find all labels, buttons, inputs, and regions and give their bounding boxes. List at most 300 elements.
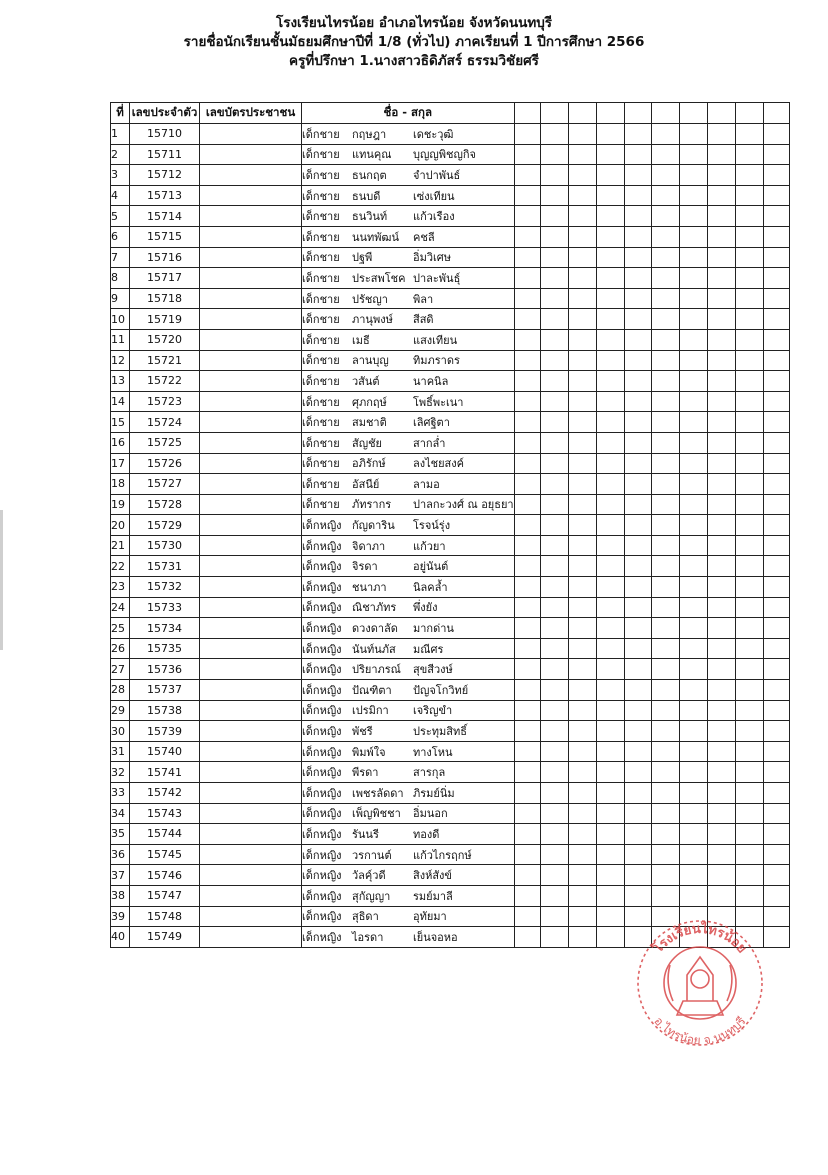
student-id: 15710 xyxy=(130,124,200,145)
blank-check-cell xyxy=(568,515,596,536)
blank-check-cell xyxy=(763,247,789,268)
blank-check-cell xyxy=(568,906,596,927)
student-id: 15744 xyxy=(130,824,200,845)
blank-check-cell xyxy=(624,824,651,845)
last-name: เดชะวุฒิ xyxy=(413,127,454,141)
student-full-name xyxy=(302,824,515,845)
student-id: 15714 xyxy=(130,206,200,227)
blank-check-cell xyxy=(679,206,707,227)
blank-check-cell xyxy=(763,577,789,598)
table-row xyxy=(111,803,790,824)
blank-check-cell xyxy=(540,741,568,762)
blank-check-cell xyxy=(651,741,679,762)
blank-check-cell xyxy=(540,453,568,474)
blank-check-cell xyxy=(707,577,735,598)
blank-check-cell xyxy=(540,927,568,948)
blank-check-cell xyxy=(596,144,624,165)
name-prefix: เด็กหญิง xyxy=(302,601,342,615)
blank-check-cell xyxy=(596,844,624,865)
national-id-cell xyxy=(200,597,302,618)
national-id-cell xyxy=(200,721,302,742)
blank-check-cell xyxy=(651,226,679,247)
national-id-cell xyxy=(200,556,302,577)
table-row xyxy=(111,741,790,762)
blank-check-cell xyxy=(514,165,540,186)
blank-check-cell xyxy=(514,185,540,206)
blank-check-cell xyxy=(624,659,651,680)
blank-check-cell xyxy=(735,885,763,906)
blank-check-cell xyxy=(514,556,540,577)
first-name: ดวงดาลัด xyxy=(352,622,398,636)
national-id-cell xyxy=(200,535,302,556)
blank-check-cell xyxy=(763,844,789,865)
blank-check-cell xyxy=(651,597,679,618)
first-name: แทนคุณ xyxy=(352,148,392,162)
blank-check-cell xyxy=(568,185,596,206)
name-prefix: เด็กหญิง xyxy=(302,725,342,739)
blank-check-cell xyxy=(568,824,596,845)
table-row xyxy=(111,535,790,556)
last-name: ทองดี xyxy=(413,827,440,841)
blank-check-cell xyxy=(679,762,707,783)
blank-check-cell xyxy=(679,700,707,721)
student-id: 15732 xyxy=(130,577,200,598)
blank-check-cell xyxy=(651,803,679,824)
blank-check-cell xyxy=(596,371,624,392)
student-full-name xyxy=(302,762,515,783)
blank-check-cell xyxy=(514,721,540,742)
blank-check-cell xyxy=(624,309,651,330)
blank-check-cell xyxy=(514,515,540,536)
name-prefix: เด็กหญิง xyxy=(302,704,342,718)
blank-check-cell xyxy=(568,885,596,906)
table-row xyxy=(111,597,790,618)
blank-check-cell xyxy=(735,515,763,536)
row-number: 35 xyxy=(111,824,130,845)
student-full-name xyxy=(302,577,515,598)
row-number: 37 xyxy=(111,865,130,886)
row-number: 23 xyxy=(111,577,130,598)
blank-check-cell xyxy=(763,268,789,289)
blank-check-cell xyxy=(735,226,763,247)
blank-check-cell xyxy=(763,783,789,804)
blank-check-cell xyxy=(514,206,540,227)
first-name: พีรดา xyxy=(352,766,379,780)
blank-check-cell xyxy=(735,638,763,659)
student-full-name xyxy=(302,844,515,865)
last-name: เจริญขำ xyxy=(413,704,453,718)
name-prefix: เด็กชาย xyxy=(302,271,340,285)
name-prefix: เด็กหญิง xyxy=(302,910,342,924)
blank-check-cell xyxy=(596,494,624,515)
blank-check-cell xyxy=(540,309,568,330)
name-prefix: เด็กหญิง xyxy=(302,786,342,800)
row-number: 8 xyxy=(111,268,130,289)
blank-header-cell xyxy=(540,103,568,124)
national-id-cell xyxy=(200,226,302,247)
blank-check-cell xyxy=(763,474,789,495)
col-header-student-id: เลขประจำตัว xyxy=(130,103,200,124)
blank-check-cell xyxy=(735,824,763,845)
blank-check-cell xyxy=(596,226,624,247)
blank-check-cell xyxy=(707,453,735,474)
blank-check-cell xyxy=(514,618,540,639)
blank-check-cell xyxy=(679,741,707,762)
blank-check-cell xyxy=(568,680,596,701)
blank-check-cell xyxy=(651,865,679,886)
last-name: มณีศร xyxy=(413,642,444,656)
blank-check-cell xyxy=(735,206,763,227)
last-name: สากล่ำ xyxy=(413,436,446,450)
first-name: ธนบดี xyxy=(352,189,381,203)
national-id-cell xyxy=(200,824,302,845)
student-id: 15747 xyxy=(130,885,200,906)
blank-check-cell xyxy=(651,762,679,783)
blank-check-cell xyxy=(624,247,651,268)
student-id: 15745 xyxy=(130,844,200,865)
blank-check-cell xyxy=(735,371,763,392)
name-prefix: เด็กชาย xyxy=(302,148,340,162)
blank-check-cell xyxy=(651,329,679,350)
blank-check-cell xyxy=(624,432,651,453)
blank-check-cell xyxy=(596,865,624,886)
row-number: 29 xyxy=(111,700,130,721)
blank-check-cell xyxy=(735,535,763,556)
student-id: 15731 xyxy=(130,556,200,577)
blank-check-cell xyxy=(679,474,707,495)
national-id-cell xyxy=(200,412,302,433)
first-name: วสันต์ xyxy=(352,374,380,388)
row-number: 11 xyxy=(111,329,130,350)
blank-check-cell xyxy=(651,494,679,515)
national-id-cell xyxy=(200,474,302,495)
blank-check-cell xyxy=(651,268,679,289)
name-prefix: เด็กชาย xyxy=(302,333,340,347)
student-full-name xyxy=(302,165,515,186)
first-name: ภัทรากร xyxy=(352,498,392,512)
row-number: 38 xyxy=(111,885,130,906)
blank-check-cell xyxy=(596,268,624,289)
blank-check-cell xyxy=(514,288,540,309)
blank-check-cell xyxy=(624,268,651,289)
name-prefix: เด็กหญิง xyxy=(302,889,342,903)
blank-check-cell xyxy=(735,432,763,453)
last-name: นาคนิล xyxy=(413,374,449,388)
blank-check-cell xyxy=(651,577,679,598)
blank-check-cell xyxy=(624,288,651,309)
student-full-name xyxy=(302,783,515,804)
last-name: แก้วยา xyxy=(413,539,446,553)
blank-check-cell xyxy=(735,783,763,804)
student-full-name xyxy=(302,680,515,701)
student-id: 15717 xyxy=(130,268,200,289)
blank-check-cell xyxy=(514,432,540,453)
blank-check-cell xyxy=(763,680,789,701)
blank-check-cell xyxy=(624,515,651,536)
blank-check-cell xyxy=(707,844,735,865)
table-row xyxy=(111,762,790,783)
blank-check-cell xyxy=(540,474,568,495)
blank-check-cell xyxy=(679,453,707,474)
student-id: 15729 xyxy=(130,515,200,536)
last-name: ภิรมย์นิ่ม xyxy=(413,786,455,800)
blank-check-cell xyxy=(540,556,568,577)
name-prefix: เด็กหญิง xyxy=(302,848,342,862)
blank-check-cell xyxy=(540,288,568,309)
blank-check-cell xyxy=(707,474,735,495)
row-number: 14 xyxy=(111,391,130,412)
student-full-name xyxy=(302,412,515,433)
blank-check-cell xyxy=(763,432,789,453)
blank-check-cell xyxy=(707,638,735,659)
blank-check-cell xyxy=(735,803,763,824)
blank-check-cell xyxy=(679,494,707,515)
blank-check-cell xyxy=(540,144,568,165)
first-name: สัญชัย xyxy=(352,436,382,450)
student-full-name xyxy=(302,329,515,350)
blank-check-cell xyxy=(624,844,651,865)
row-number: 3 xyxy=(111,165,130,186)
blank-check-cell xyxy=(707,865,735,886)
student-full-name xyxy=(302,556,515,577)
blank-check-cell xyxy=(763,329,789,350)
blank-check-cell xyxy=(514,124,540,145)
blank-check-cell xyxy=(596,391,624,412)
blank-check-cell xyxy=(568,556,596,577)
blank-check-cell xyxy=(514,700,540,721)
blank-check-cell xyxy=(707,206,735,227)
first-name: ภานุพงษ์ xyxy=(352,313,393,327)
student-full-name xyxy=(302,885,515,906)
blank-check-cell xyxy=(735,412,763,433)
national-id-cell xyxy=(200,329,302,350)
blank-check-cell xyxy=(679,721,707,742)
row-number: 40 xyxy=(111,927,130,948)
blank-check-cell xyxy=(735,844,763,865)
blank-check-cell xyxy=(707,597,735,618)
blank-check-cell xyxy=(568,391,596,412)
col-header-national-id: เลขบัตรประชาชน xyxy=(200,103,302,124)
national-id-cell xyxy=(200,309,302,330)
blank-check-cell xyxy=(679,371,707,392)
student-id: 15725 xyxy=(130,432,200,453)
blank-check-cell xyxy=(568,803,596,824)
blank-check-cell xyxy=(679,556,707,577)
document-header xyxy=(0,14,828,71)
blank-check-cell xyxy=(596,206,624,227)
name-prefix: เด็กชาย xyxy=(302,354,340,368)
blank-check-cell xyxy=(624,124,651,145)
first-name: พิมพ์ใจ xyxy=(352,745,386,759)
student-id: 15718 xyxy=(130,288,200,309)
row-number: 31 xyxy=(111,741,130,762)
blank-check-cell xyxy=(707,824,735,845)
blank-check-cell xyxy=(596,618,624,639)
blank-header-cell xyxy=(514,103,540,124)
student-full-name xyxy=(302,515,515,536)
blank-header-cell xyxy=(596,103,624,124)
table-row xyxy=(111,515,790,536)
row-number: 16 xyxy=(111,432,130,453)
blank-check-cell xyxy=(651,432,679,453)
national-id-cell xyxy=(200,762,302,783)
last-name: ทิมภราดร xyxy=(413,354,460,368)
blank-check-cell xyxy=(679,638,707,659)
blank-check-cell xyxy=(540,803,568,824)
blank-check-cell xyxy=(679,350,707,371)
table-row xyxy=(111,783,790,804)
last-name: พิลา xyxy=(413,292,434,306)
row-number: 30 xyxy=(111,721,130,742)
name-prefix: เด็กชาย xyxy=(302,416,340,430)
blank-check-cell xyxy=(763,865,789,886)
student-full-name xyxy=(302,309,515,330)
blank-check-cell xyxy=(596,597,624,618)
blank-check-cell xyxy=(568,144,596,165)
blank-check-cell xyxy=(596,659,624,680)
blank-check-cell xyxy=(596,432,624,453)
blank-check-cell xyxy=(624,453,651,474)
table-row xyxy=(111,721,790,742)
blank-check-cell xyxy=(568,329,596,350)
blank-check-cell xyxy=(707,618,735,639)
blank-check-cell xyxy=(651,844,679,865)
table-row xyxy=(111,206,790,227)
first-name: เพชรลัดดา xyxy=(352,786,404,800)
first-name: เปรมิกา xyxy=(352,704,389,718)
blank-check-cell xyxy=(763,371,789,392)
blank-check-cell xyxy=(540,762,568,783)
blank-check-cell xyxy=(763,659,789,680)
blank-check-cell xyxy=(514,865,540,886)
blank-check-cell xyxy=(568,206,596,227)
student-id: 15711 xyxy=(130,144,200,165)
student-full-name xyxy=(302,206,515,227)
blank-check-cell xyxy=(514,885,540,906)
student-full-name xyxy=(302,865,515,886)
blank-check-cell xyxy=(514,474,540,495)
name-prefix: เด็กหญิง xyxy=(302,560,342,574)
blank-check-cell xyxy=(763,226,789,247)
blank-check-cell xyxy=(514,453,540,474)
blank-check-cell xyxy=(651,412,679,433)
blank-check-cell xyxy=(514,762,540,783)
national-id-cell xyxy=(200,268,302,289)
blank-check-cell xyxy=(568,474,596,495)
student-id: 15738 xyxy=(130,700,200,721)
table-row xyxy=(111,412,790,433)
blank-check-cell xyxy=(707,783,735,804)
blank-check-cell xyxy=(679,309,707,330)
blank-check-cell xyxy=(568,535,596,556)
blank-check-cell xyxy=(596,803,624,824)
student-id: 15713 xyxy=(130,185,200,206)
first-name: ปัณฑิตา xyxy=(352,683,392,697)
blank-check-cell xyxy=(596,412,624,433)
blank-check-cell xyxy=(540,700,568,721)
blank-check-cell xyxy=(763,185,789,206)
table-row xyxy=(111,226,790,247)
row-number: 13 xyxy=(111,371,130,392)
blank-check-cell xyxy=(707,515,735,536)
blank-check-cell xyxy=(707,226,735,247)
blank-check-cell xyxy=(514,844,540,865)
blank-check-cell xyxy=(568,453,596,474)
national-id-cell xyxy=(200,515,302,536)
last-name: อิ่มนอก xyxy=(413,807,448,821)
table-header-row xyxy=(111,103,790,124)
table-row xyxy=(111,432,790,453)
student-full-name xyxy=(302,927,515,948)
blank-check-cell xyxy=(540,350,568,371)
blank-check-cell xyxy=(514,824,540,845)
blank-check-cell xyxy=(596,535,624,556)
row-number: 25 xyxy=(111,618,130,639)
blank-check-cell xyxy=(763,741,789,762)
blank-check-cell xyxy=(514,597,540,618)
blank-check-cell xyxy=(735,700,763,721)
blank-check-cell xyxy=(707,659,735,680)
blank-check-cell xyxy=(596,906,624,927)
row-number: 4 xyxy=(111,185,130,206)
name-prefix: เด็กหญิง xyxy=(302,827,342,841)
blank-check-cell xyxy=(540,494,568,515)
blank-check-cell xyxy=(763,350,789,371)
blank-check-cell xyxy=(514,412,540,433)
name-prefix: เด็กชาย xyxy=(302,127,340,141)
row-number: 6 xyxy=(111,226,130,247)
blank-check-cell xyxy=(514,783,540,804)
blank-check-cell xyxy=(763,597,789,618)
stamp-bottom-text: อ.ไทรน้อย จ.นนทบุรี xyxy=(651,1014,749,1048)
blank-check-cell xyxy=(568,741,596,762)
blank-check-cell xyxy=(763,638,789,659)
blank-check-cell xyxy=(651,350,679,371)
blank-check-cell xyxy=(624,144,651,165)
student-id: 15735 xyxy=(130,638,200,659)
blank-check-cell xyxy=(707,721,735,742)
blank-check-cell xyxy=(651,659,679,680)
last-name: โรจน์รุ่ง xyxy=(413,519,451,533)
blank-check-cell xyxy=(763,124,789,145)
blank-check-cell xyxy=(514,803,540,824)
student-id: 15736 xyxy=(130,659,200,680)
blank-check-cell xyxy=(568,432,596,453)
table-row xyxy=(111,556,790,577)
table-row xyxy=(111,268,790,289)
blank-check-cell xyxy=(514,329,540,350)
blank-check-cell xyxy=(540,783,568,804)
blank-check-cell xyxy=(763,618,789,639)
student-full-name xyxy=(302,432,515,453)
blank-check-cell xyxy=(624,762,651,783)
blank-check-cell xyxy=(651,144,679,165)
last-name: เซ่งเทียน xyxy=(413,189,455,203)
national-id-cell xyxy=(200,288,302,309)
table-row xyxy=(111,453,790,474)
blank-check-cell xyxy=(514,247,540,268)
blank-check-cell xyxy=(707,741,735,762)
student-id: 15719 xyxy=(130,309,200,330)
blank-header-cell xyxy=(707,103,735,124)
blank-check-cell xyxy=(568,124,596,145)
name-prefix: เด็กชาย xyxy=(302,189,340,203)
blank-check-cell xyxy=(651,185,679,206)
table-row xyxy=(111,865,790,886)
blank-check-cell xyxy=(596,247,624,268)
blank-check-cell xyxy=(707,329,735,350)
blank-check-cell xyxy=(568,371,596,392)
